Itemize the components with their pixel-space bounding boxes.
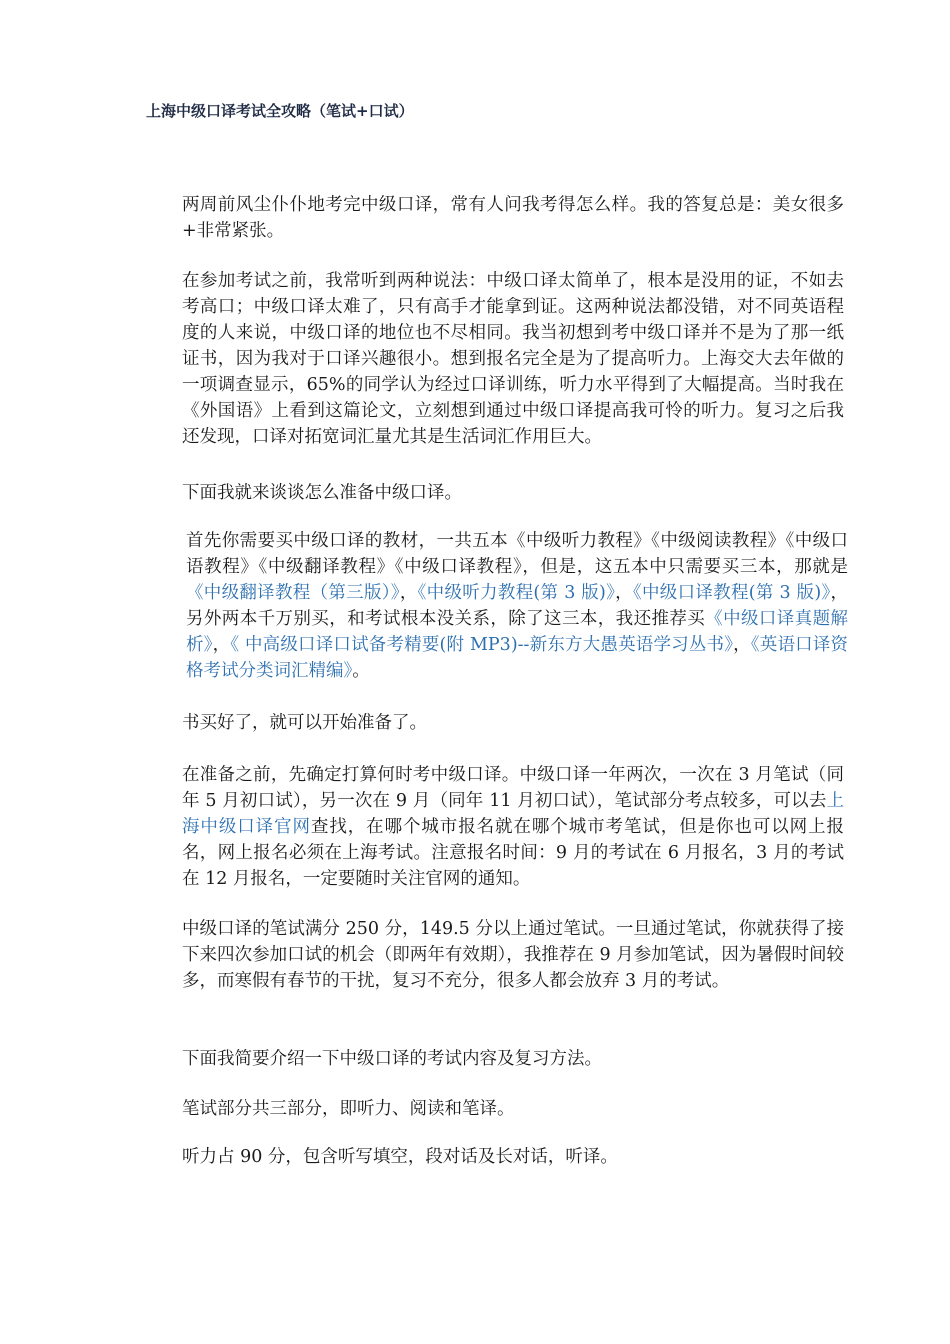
textbooks-text-7: 。 xyxy=(352,661,370,681)
schedule-text-1: 在准备之前，先确定打算何时考中级口译。中级口译一年两次，一次在 3 月笔试（同年 5 月初口试），另一次在 9 月（同年 11 月初口试），笔试部分考点较多，可以去 xyxy=(182,765,844,811)
link-listening-textbook[interactable]: 《中级听力教程(第 3 版)》 xyxy=(417,583,616,603)
document-title: 上海中级口译考试全攻略（笔试+口试） xyxy=(146,102,414,120)
paragraph-schedule xyxy=(146,762,844,892)
link-official-website[interactable]: 上海中级口译官网 xyxy=(182,791,844,837)
paragraph-written-parts: 笔试部分共三部分，即听力、阅读和笔译。 xyxy=(182,1099,515,1119)
textbooks-text-4: ，另外两本千万别买，和考试根本没关系，除了这三本，我还推荐买 xyxy=(186,583,849,629)
link-exam-analysis-book[interactable]: 《中级口译真题解析》 xyxy=(186,609,849,655)
paragraph-ready: 书买好了，就可以开始准备了。 xyxy=(182,713,427,733)
link-translation-textbook[interactable]: 《中级翻译教程（第三版）》 xyxy=(186,583,400,603)
paragraph-content-intro: 下面我简要介绍一下中级口译的考试内容及复习方法。 xyxy=(182,1049,602,1069)
textbooks-text-5: ， xyxy=(212,635,231,655)
textbooks-text-6: ， xyxy=(733,635,751,655)
link-vocabulary-book[interactable]: 《英语口译资格考试分类词汇精编》 xyxy=(186,635,849,681)
paragraph-textbooks xyxy=(146,528,848,684)
textbooks-text-1: 首先你需要买中级口译的教材，一共五本《中级听力教程》《中级阅读教程》《中级口语教程》《中级翻译教程》《中级口译教程》，但是，这五本中只需要买三本，那就是 xyxy=(186,531,848,577)
paragraph-listening: 听力占 90 分，包含听写填空，段对话及长对话，听译。 xyxy=(182,1147,618,1167)
link-interpretation-textbook[interactable]: 《中级口译教程(第 3 版)》 xyxy=(632,583,831,603)
paragraph-intro: 两周前风尘仆仆地考完中级口译，常有人问我考得怎么样。我的答复总是：美女很多+非常紧张。 xyxy=(182,195,844,241)
paragraph-background: 在参加考试之前，我常听到两种说法：中级口译太简单了，根本是没用的证，不如去考高口；中级口译太难了，只有高手才能拿到证。这两种说法都没错，对不同英语程度的人来说，中级口译的地位也不尽相同。我当初想到考中级口译并不是为了那一纸证书，因为我对于口译兴趣很小。想到报名完全是为了提高听力。上海交大去年做的一项调查显示，65%的同学认为经过口译训练，听力水平得到了大幅提高。当时我在《外国语》上看到这篇论文，立刻想到通过中级口译提高我可怜的听力。复习之后我还发现，口译对拓宽词汇量尤其是生活词汇作用巨大。 xyxy=(182,271,844,447)
paragraph-transition: 下面我就来谈谈怎么准备中级口译。 xyxy=(182,483,462,503)
textbooks-text-3: ， xyxy=(615,583,633,603)
link-oral-exam-guide-book[interactable]: 《 中高级口译口试备考精要(附 MP3)--新东方大愚英语学习丛书》 xyxy=(230,635,734,655)
paragraph-scoring: 中级口译的笔试满分 250 分，149.5 分以上通过笔试。一旦通过笔试，你就获得了接下来四次参加口试的机会（即两年有效期），我推荐在 9 月参加笔试，因为暑假时间较多，而寒假有春节的干扰，复习不充分，很多人都会放弃 3 月的考试。 xyxy=(182,919,844,991)
schedule-text-2: 查找，在哪个城市报名就在哪个城市考笔试，但是你也可以网上报名，网上报名必须在上海考试。注意报名时间：9 月的考试在 6 月报名，3 月的考试在 12 月报名，一定要随时关注官网的通知。 xyxy=(182,817,845,889)
textbooks-text-2: ， xyxy=(399,583,418,603)
